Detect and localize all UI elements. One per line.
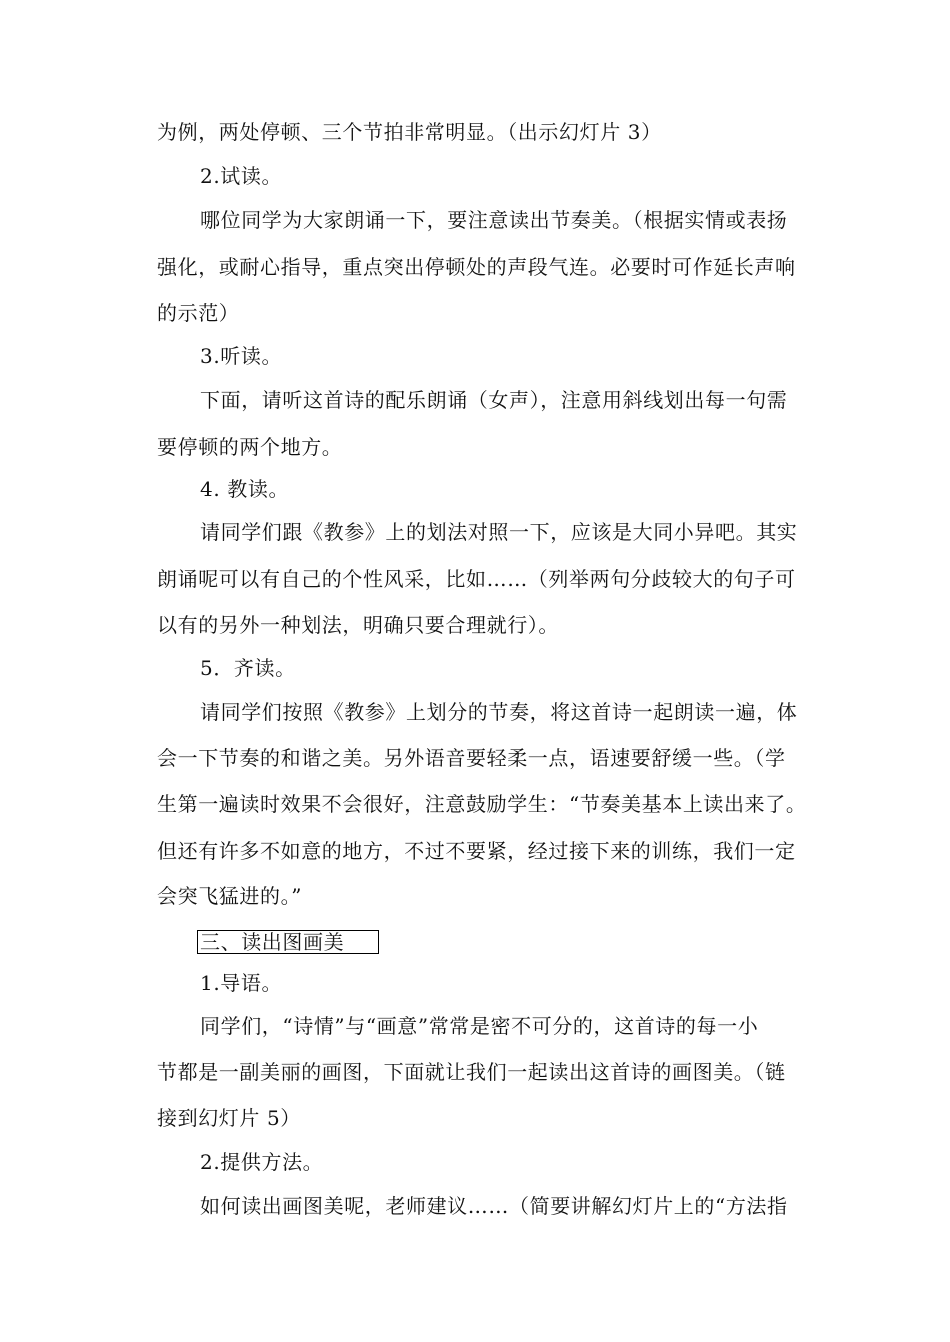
subheading: 3.听读。 (200, 344, 283, 368)
subheading: 1.导语。 (200, 971, 283, 995)
subheading: 2.提供方法。 (200, 1150, 324, 1174)
paragraph-line: 哪位同学为大家朗诵一下，要注意读出节奏美。（根据实情或表扬 (200, 208, 788, 232)
section-heading-box (200, 928, 900, 956)
section-heading: 三、读出图画美 (197, 930, 379, 954)
paragraph-line: 节都是一副美丽的画图，下面就让我们一起读出这首诗的画图美。（链 (157, 1060, 786, 1084)
paragraph-line: 接到幻灯片 5） (157, 1106, 301, 1130)
paragraph-line: 要停顿的两个地方。 (157, 435, 343, 459)
paragraph-line: 生第一遍读时效果不会很好，注意鼓励学生：“节奏美基本上读出来了。 (157, 792, 807, 816)
paragraph-line: 请同学们跟《教参》上的划法对照一下，应该是大同小异吧。其实 (200, 520, 798, 544)
paragraph-line: 但还有许多不如意的地方，不过不要紧，经过接下来的训练，我们一定 (157, 839, 796, 863)
paragraph-line: 会突飞猛进的。” (157, 884, 303, 908)
paragraph-line: 请同学们按照《教参》上划分的节奏，将这首诗一起朗读一遍，体 (200, 700, 798, 724)
paragraph-line: 的示范） (157, 301, 240, 325)
paragraph-line: 下面，请听这首诗的配乐朗诵（女声），注意用斜线划出每一句需 (200, 388, 788, 412)
paragraph-line: 为例，两处停顿、三个节拍非常明显。（出示幻灯片 3） (157, 120, 662, 144)
paragraph-line: 强化，或耐心指导，重点突出停顿处的声段气连。必要时可作延长声响 (157, 255, 796, 279)
paragraph-line: 如何读出画图美呢，老师建议……（简要讲解幻灯片上的“方法指 (200, 1194, 788, 1218)
paragraph-line: 以有的另外一种划法，明确只要合理就行）。 (157, 613, 559, 637)
paragraph-line: 同学们，“诗情”与“画意”常常是密不可分的，这首诗的每一小 (200, 1014, 759, 1038)
paragraph-line: 会一下节奏的和谐之美。另外语音要轻柔一点，语速要舒缓一些。（学 (157, 746, 786, 770)
paragraph-line: 朗诵呢可以有自己的个性风采，比如……（列举两句分歧较大的句子可 (157, 567, 796, 591)
subheading: 5．齐读。 (200, 656, 296, 680)
subheading: 2.试读。 (200, 164, 283, 188)
subheading: 4. 教读。 (200, 477, 290, 501)
